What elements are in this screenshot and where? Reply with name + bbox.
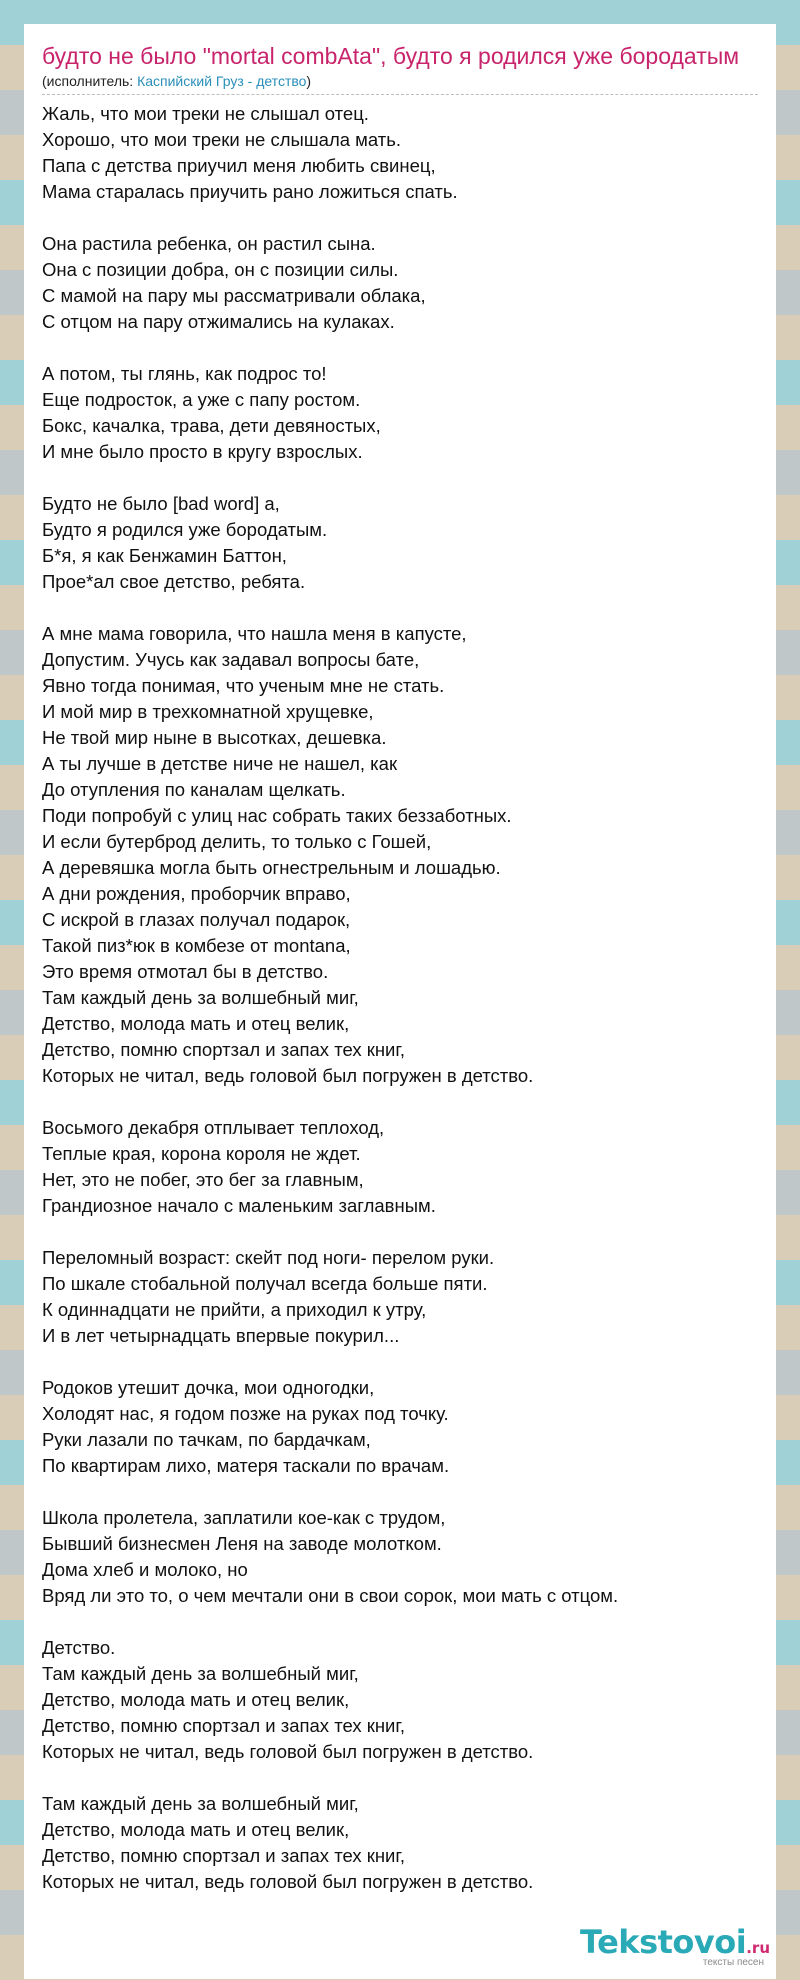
lyrics-line: Такой пиз*юк в комбезе от montana,: [42, 935, 351, 956]
lyrics-line: Будто не было [bad word] а,: [42, 493, 280, 514]
lyrics-line: И мой мир в трехкомнатной хрущевке,: [42, 701, 374, 722]
lyrics-card: [24, 24, 776, 1979]
lyrics-line: Которых не читал, ведь головой был погружен в детство.: [42, 1065, 534, 1086]
lyrics-line: До отупления по каналам щелкать.: [42, 779, 346, 800]
lyrics-line: Поди попробуй с улиц нас собрать таких беззаботных.: [42, 805, 512, 826]
lyrics-line: Будто я родился уже бородатым.: [42, 519, 328, 540]
lyrics-line: Родоков утешит дочка, мои одногодки,: [42, 1377, 375, 1398]
lyrics-stanza: [42, 1505, 758, 1609]
lyrics-stanza: [42, 491, 758, 595]
lyrics-line: Которых не читал, ведь головой был погружен в детство.: [42, 1871, 534, 1892]
lyrics-line: А ты лучше в детстве ниче не нашел, как: [42, 753, 398, 774]
artist-link[interactable]: Каспийский Груз - детство: [137, 73, 307, 89]
lyrics-stanza: [42, 361, 758, 465]
lyrics-line: Мама старалась приучить рано ложиться спать.: [42, 181, 458, 202]
lyrics-line: Восьмого декабря отплывает теплоход,: [42, 1117, 385, 1138]
byline-prefix: (исполнитель:: [42, 73, 138, 89]
lyrics-line: Не твой мир ныне в высотках, дешевка.: [42, 727, 387, 748]
logo-brand: Tekstovoi: [580, 1923, 747, 1961]
lyrics-line: Бокс, качалка, трава, дети девяностых,: [42, 415, 381, 436]
lyrics-line: Детство, помню спортзал и запах тех книг,: [42, 1039, 406, 1060]
lyrics-line: Грандиозное начало с маленьким заглавным.: [42, 1195, 436, 1216]
lyrics-body: [42, 101, 758, 1895]
lyrics-stanza: [42, 231, 758, 335]
lyrics-line: Нет, это не побег, это бег за главным,: [42, 1169, 364, 1190]
lyrics-line: Холодят нас, я годом позже на руках под точку.: [42, 1403, 449, 1424]
lyrics-line: Жаль, что мои треки не слышал отец.: [42, 103, 369, 124]
lyrics-line: По квартирам лихо, матеря таскали по врачам.: [42, 1455, 450, 1476]
lyrics-line: Это время отмотал бы в детство.: [42, 961, 329, 982]
lyrics-line: Детство, молода мать и отец велик,: [42, 1819, 350, 1840]
lyrics-line: Дома хлеб и молоко, но: [42, 1559, 248, 1580]
lyrics-line: Детство, помню спортзал и запах тех книг,: [42, 1715, 406, 1736]
lyrics-line: С искрой в глазах получал подарок,: [42, 909, 351, 930]
lyrics-line: Папа с детства приучил меня любить свинец,: [42, 155, 436, 176]
lyrics-line: Руки лазали по тачкам, по бардачкам,: [42, 1429, 371, 1450]
page-title: будто не было "mortal combAta", будто я родился уже бородатым: [42, 43, 740, 69]
lyrics-line: Бывший бизнесмен Леня на заводе молотком.: [42, 1533, 442, 1554]
lyrics-line: А деревяшка могла быть огнестрельным и лошадью.: [42, 857, 501, 878]
lyrics-line: Которых не читал, ведь головой был погружен в детство.: [42, 1741, 534, 1762]
lyrics-line: Явно тогда понимая, что ученым мне не стать.: [42, 675, 445, 696]
lyrics-stanza: [42, 1245, 758, 1349]
lyrics-line: Б*я, я как Бенжамин Баттон,: [42, 545, 287, 566]
lyrics-line: И мне было просто в кругу взрослых.: [42, 441, 363, 462]
lyrics-line: Она растила ребенка, он растил сына.: [42, 233, 376, 254]
lyrics-line: И если бутерброд делить, то только с Гошей,: [42, 831, 432, 852]
lyrics-line: А дни рождения, проборчик вправо,: [42, 883, 351, 904]
logo-tagline: тексты песен: [702, 1957, 764, 1968]
lyrics-line: Там каждый день за волшебный миг,: [42, 1663, 359, 1684]
artist-byline: [42, 73, 758, 95]
logo-tld: .ru: [746, 1939, 770, 1957]
lyrics-line: Детство, молода мать и отец велик,: [42, 1013, 350, 1034]
lyrics-line: Там каждый день за волшебный миг,: [42, 987, 359, 1008]
lyrics-stanza: [42, 1115, 758, 1219]
lyrics-line: С мамой на пару мы рассматривали облака,: [42, 285, 426, 306]
lyrics-line: Теплые края, корона короля не ждет.: [42, 1143, 361, 1164]
lyrics-stanza: [42, 101, 758, 205]
lyrics-line: Хорошо, что мои треки не слышала мать.: [42, 129, 402, 150]
lyrics-line: Вряд ли это то, о чем мечтали они в свои сорок, мои мать с отцом.: [42, 1585, 619, 1606]
lyrics-line: Прое*ал свое детство, ребята.: [42, 571, 306, 592]
lyrics-line: По шкале стобальной получал всегда больше пяти.: [42, 1273, 488, 1294]
lyrics-line: Еще подросток, а уже с папу ростом.: [42, 389, 361, 410]
lyrics-line: Допустим. Учусь как задавал вопросы бате,: [42, 649, 420, 670]
byline-suffix: ): [306, 73, 312, 89]
lyrics-line: К одиннадцати не прийти, а приходил к утру,: [42, 1299, 427, 1320]
lyrics-line: Школа пролетела, заплатили кое-как с трудом,: [42, 1507, 446, 1528]
lyrics-line: А потом, ты глянь, как подрос то!: [42, 363, 327, 384]
lyrics-line: С отцом на пару отжимались на кулаках.: [42, 311, 395, 332]
lyrics-line: Она с позиции добра, он с позиции силы.: [42, 259, 399, 280]
lyrics-stanza: [42, 621, 758, 1089]
lyrics-line: И в лет четырнадцать впервые покурил...: [42, 1325, 400, 1346]
lyrics-stanza: [42, 1791, 758, 1895]
lyrics-line: Детство, молода мать и отец велик,: [42, 1689, 350, 1710]
lyrics-line: Детство, помню спортзал и запах тех книг,: [42, 1845, 406, 1866]
lyrics-line: Там каждый день за волшебный миг,: [42, 1793, 359, 1814]
lyrics-line: Детство.: [42, 1637, 116, 1658]
lyrics-stanza: [42, 1375, 758, 1479]
lyrics-line: А мне мама говорила, что нашла меня в капусте,: [42, 623, 467, 644]
lyrics-stanza: [42, 1635, 758, 1765]
lyrics-line: Переломный возраст: скейт под ноги- перелом руки.: [42, 1247, 495, 1268]
site-logo[interactable]: [580, 1923, 770, 1968]
